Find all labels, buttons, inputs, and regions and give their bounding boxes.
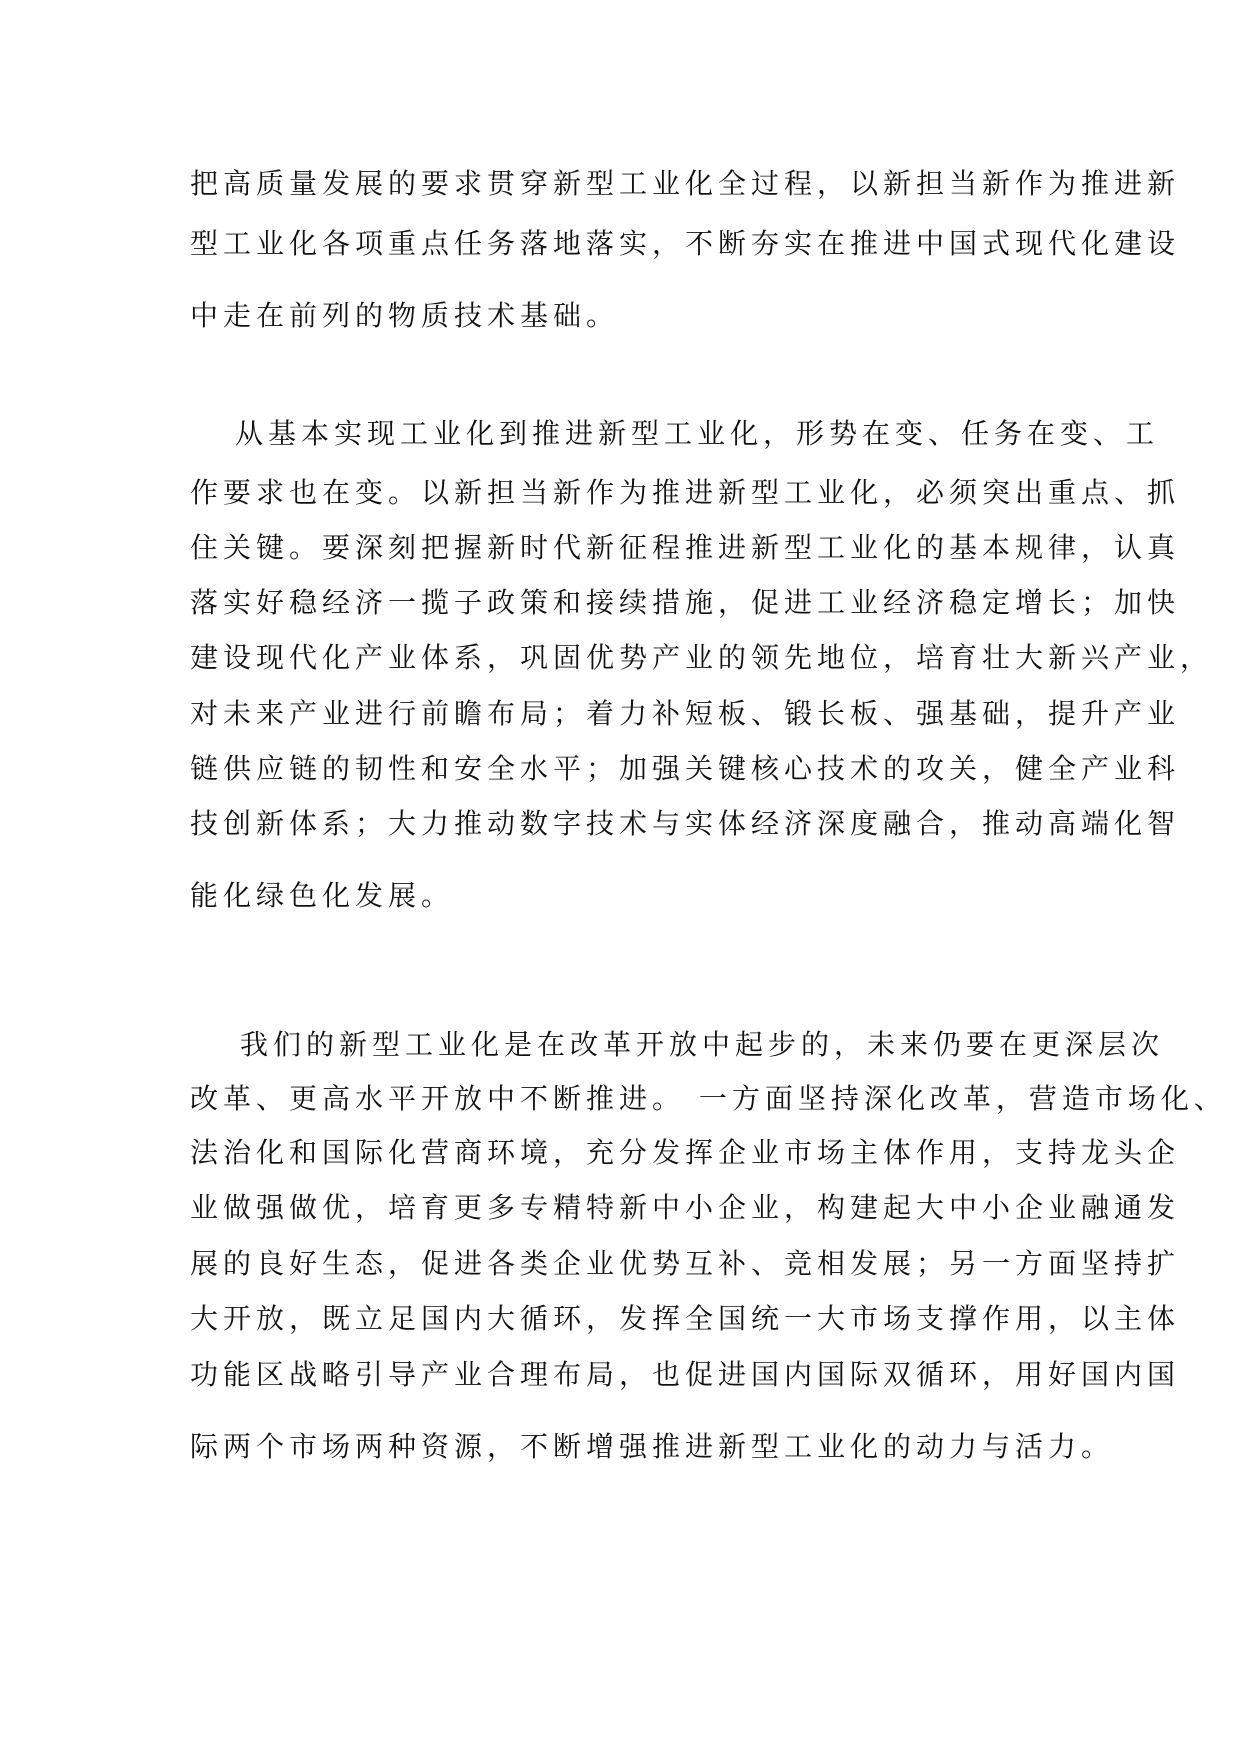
text-line: 际两个市场两种资源，不断增强推进新型工业化的动力与活力。 (190, 1430, 1115, 1463)
text-line: 建设现代化产业体系，巩固优势产业的领先地位，培育壮大新兴产业， (190, 641, 1214, 674)
text-line: 能化绿色化发展。 (190, 879, 455, 912)
text-line: 技创新体系；大力推动数字技术与实体经济深度融合，推动高端化智 (190, 807, 1181, 840)
text-line: 链供应链的韧性和安全水平；加强关键核心技术的攻关，健全产业科 (190, 752, 1181, 785)
text-line: 把高质量发展的要求贯穿新型工业化全过程，以新担当新作为推进新 (190, 167, 1181, 200)
text-line: 住关键。要深刻把握新时代新征程推进新型工业化的基本规律，认真 (190, 531, 1181, 564)
text-line: 落实好稳经济一揽子政策和接续措施，促进工业经济稳定增长；加快 (190, 586, 1181, 619)
text-line: 展的良好生态，促进各类企业优势互补、竞相发展；另一方面坚持扩 (190, 1247, 1181, 1280)
text-line: 大开放，既立足国内大循环，发挥全国统一大市场支撑作用，以主体 (190, 1302, 1181, 1335)
text-line: 型工业化各项重点任务落地落实，不断夯实在推进中国式现代化建设 (190, 227, 1181, 260)
text-line: 对未来产业进行前瞻布局；着力补短板、锻长板、强基础，提升产业 (190, 697, 1181, 730)
text-line: 改革、更高水平开放中不断推进。 一方面坚持深化改革，营造市场化、 (190, 1082, 1227, 1115)
text-line: 我们的新型工业化是在改革开放中起步的，未来仍要在更深层次 (240, 1028, 1165, 1061)
text-line: 法治化和国际化营商环境，充分发挥企业市场主体作用，支持龙头企 (190, 1136, 1181, 1169)
text-line: 作要求也在变。以新担当新作为推进新型工业化，必须突出重点、抓 (190, 476, 1181, 509)
text-line: 功能区战略引导产业合理布局，也促进国内国际双循环，用好国内国 (190, 1358, 1181, 1391)
text-line: 中走在前列的物质技术基础。 (190, 299, 620, 332)
text-line: 业做强做优，培育更多专精特新中小企业，构建起大中小企业融通发 (190, 1191, 1181, 1224)
text-line: 从基本实现工业化到推进新型工业化，形势在变、任务在变、工 (235, 417, 1160, 450)
